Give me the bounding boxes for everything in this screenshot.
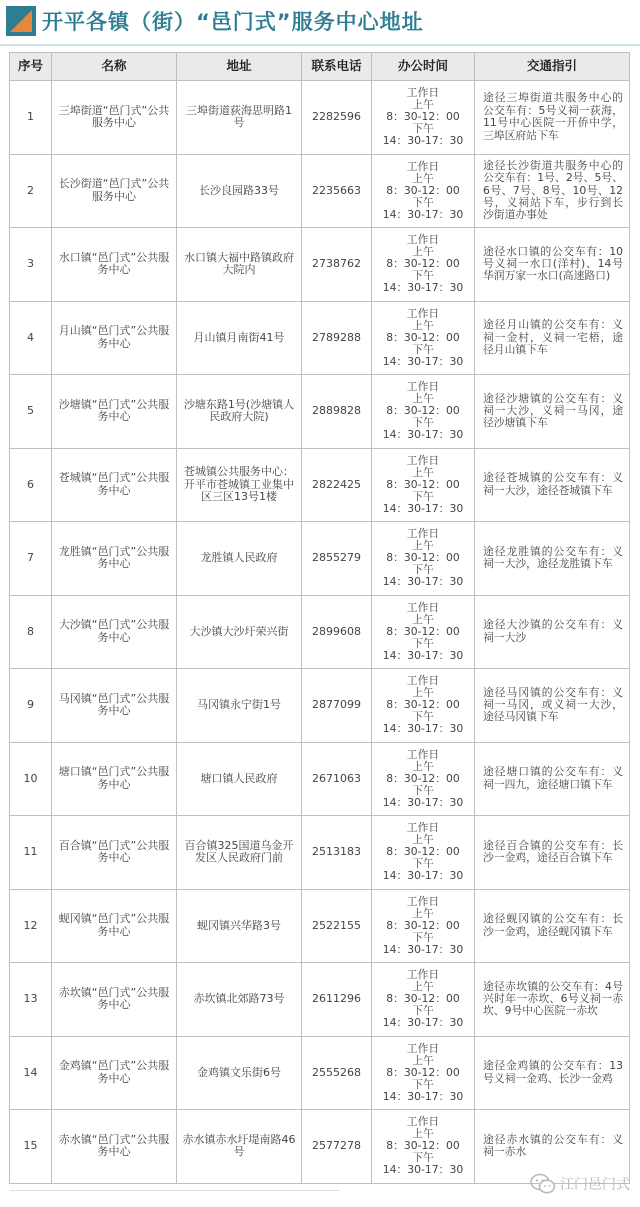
table-row [10,816,630,890]
cell-name: 月山镇“邑门式”公共服务中心 [52,301,177,375]
hours-line: 上午 [412,539,434,553]
cell-address: 沙塘东路1号(沙塘镇人民政府大院) [177,375,302,449]
table-row [10,448,630,522]
cell-address: 三埠街道荻海思明路1号 [177,81,302,155]
hours-line: 上午 [412,98,434,112]
hours-line: 下午 [412,1077,434,1091]
cell-index: 2 [10,154,52,228]
hours-line: 工作日 [406,894,440,908]
cell-address: 龙胜镇人民政府 [177,522,302,596]
hours-line: 14：30-17：30 [382,281,464,295]
hours-line: 上午 [412,465,434,479]
hours-line: 8：30-12：00 [386,1139,460,1153]
cell-name: 水口镇“邑门式”公共服务中心 [52,228,177,302]
cell-name: 大沙镇“邑门式”公共服务中心 [52,595,177,669]
cell-name: 蚬冈镇“邑门式”公共服务中心 [52,889,177,963]
cell-name: 金鸡镇“邑门式”公共服务中心 [52,1036,177,1110]
cell-phone: 2611296 [302,963,372,1037]
cell-hours [372,154,475,228]
table-row [10,81,630,155]
table-row [10,669,630,743]
hours-line: 上午 [412,318,434,332]
hours-line: 14：30-17：30 [382,428,464,442]
hours-line: 下午 [412,783,434,797]
hours-line: 8：30-12：00 [386,183,460,197]
hours-line: 8：30-12：00 [386,918,460,932]
table-body [10,81,630,1184]
cell-name: 龙胜镇“邑门式”公共服务中心 [52,522,177,596]
hours-line: 上午 [412,1053,434,1067]
hours-line: 14：30-17：30 [382,869,464,883]
table-row [10,1110,630,1184]
cell-traffic: 途径百合镇的公交车有：长沙一金鸡，途径百合镇下车 [475,816,630,890]
hours-line: 上午 [412,245,434,259]
hours-line: 8：30-12：00 [386,1065,460,1079]
hours-line: 14：30-17：30 [382,207,464,221]
hours-line: 上午 [412,392,434,406]
cell-phone: 2555268 [302,1036,372,1110]
hours-line: 上午 [412,759,434,773]
hours-line: 8：30-12：00 [386,551,460,565]
cell-address: 月山镇月南街41号 [177,301,302,375]
cell-traffic: 途径长沙街道共服务中心的公交车有：1号、2号、5号、6号、7号、8号、10号、12号，义祠站下车，步行到长沙街道办事处 [475,154,630,228]
cell-phone: 2513183 [302,816,372,890]
cell-index: 10 [10,742,52,816]
hours-line: 14：30-17：30 [382,942,464,956]
hours-line: 14：30-17：30 [382,1163,464,1177]
hours-line: 工作日 [406,747,440,761]
hours-line: 工作日 [406,527,440,541]
cell-traffic: 途径月山镇的公交车有：义祠一金村，义祠一宅梧，途径月山镇下车 [475,301,630,375]
cell-hours [372,889,475,963]
cell-address: 马冈镇永宁街1号 [177,669,302,743]
table-row [10,154,630,228]
cell-name: 塘口镇“邑门式”公共服务中心 [52,742,177,816]
hours-line: 14：30-17：30 [382,501,464,515]
hours-line: 14：30-17：30 [382,795,464,809]
cell-name: 苍城镇“邑门式”公共服务中心 [52,448,177,522]
cell-phone: 2899608 [302,595,372,669]
hours-line: 14：30-17：30 [382,648,464,662]
hours-line: 工作日 [406,600,440,614]
cell-hours [372,595,475,669]
hours-line: 工作日 [406,968,440,982]
cell-phone: 2855279 [302,522,372,596]
column-header-phone: 联系电话 [302,53,372,81]
cell-name: 马冈镇“邑门式”公共服务中心 [52,669,177,743]
hours-line: 下午 [412,489,434,503]
hours-line: 下午 [412,1004,434,1018]
hours-line: 8：30-12：00 [386,257,460,271]
cell-index: 1 [10,81,52,155]
cell-hours [372,522,475,596]
hours-line: 工作日 [406,453,440,467]
hours-line: 8：30-12：00 [386,992,460,1006]
table-row [10,375,630,449]
hours-line: 下午 [412,636,434,650]
cell-phone: 2822425 [302,448,372,522]
cell-index: 6 [10,448,52,522]
hours-line: 8：30-12：00 [386,698,460,712]
cell-traffic: 途径马冈镇的公交车有：义祠一马冈，或义祠一大沙，途径马冈镇下车 [475,669,630,743]
cell-index: 15 [10,1110,52,1184]
table-row [10,228,630,302]
cell-address: 赤水镇赤水圩堤南路46号 [177,1110,302,1184]
hours-line: 8：30-12：00 [386,477,460,491]
cell-index: 9 [10,669,52,743]
watermark-text: 江门邑门式 [560,1177,630,1193]
cell-traffic: 途径苍城镇的公交车有：义祠一大沙，途径苍城镇下车 [475,448,630,522]
cell-phone: 2789288 [302,301,372,375]
cell-phone: 2577278 [302,1110,372,1184]
hours-line: 上午 [412,906,434,920]
table-row [10,963,630,1037]
table-row [10,595,630,669]
cell-hours [372,742,475,816]
cell-hours [372,448,475,522]
hours-line: 下午 [412,416,434,430]
hours-line: 下午 [412,342,434,356]
hours-line: 下午 [412,195,434,209]
hours-line: 工作日 [406,821,440,835]
cell-phone: 2671063 [302,742,372,816]
hours-line: 8：30-12：00 [386,110,460,124]
cell-traffic: 途径三埠街道共服务中心的公交车有：5号义祠一荻海，11号中心医院一开侨中学，三埠区府站下车 [475,81,630,155]
cell-address: 苍城镇公共服务中心：开平市苍城镇工业集中区三区13号1楼 [177,448,302,522]
hours-line: 工作日 [406,380,440,394]
cell-phone: 2282596 [302,81,372,155]
hours-line: 下午 [412,269,434,283]
cell-phone: 2738762 [302,228,372,302]
cell-phone: 2235663 [302,154,372,228]
column-header-name: 名称 [52,53,177,81]
hours-line: 工作日 [406,1041,440,1055]
hours-line: 下午 [412,1151,434,1165]
hours-line: 下午 [412,563,434,577]
cell-hours [372,963,475,1037]
cell-hours [372,375,475,449]
hours-line: 工作日 [406,1115,440,1129]
cell-traffic: 途径大沙镇的公交车有：义祠一大沙 [475,595,630,669]
column-header-hours: 办公时间 [372,53,475,81]
cell-index: 8 [10,595,52,669]
cell-index: 7 [10,522,52,596]
cell-hours [372,816,475,890]
cell-hours [372,669,475,743]
hours-line: 上午 [412,833,434,847]
hours-line: 工作日 [406,233,440,247]
table-row [10,1036,630,1110]
cell-hours [372,1110,475,1184]
cell-address: 蚬冈镇兴华路3号 [177,889,302,963]
column-header-address: 地址 [177,53,302,81]
hours-line: 14：30-17：30 [382,1089,464,1103]
page-header [0,0,640,46]
wechat-icon [530,1173,556,1195]
hours-line: 14：30-17：30 [382,575,464,589]
cell-traffic: 途径赤水镇的公交车有：义祠一赤水 [475,1110,630,1184]
hours-line: 8：30-12：00 [386,771,460,785]
hours-line: 下午 [412,930,434,944]
cell-address: 大沙镇大沙圩荣兴街 [177,595,302,669]
table-row [10,889,630,963]
hours-line: 8：30-12：00 [386,330,460,344]
cell-traffic: 途径沙塘镇的公交车有：义祠一大沙，义祠一马冈，途径沙塘镇下车 [475,375,630,449]
cell-index: 11 [10,816,52,890]
table-header-row [10,53,630,81]
footer-divider [10,1190,340,1191]
header-divider [0,44,640,46]
hours-line: 下午 [412,710,434,724]
cell-address: 塘口镇人民政府 [177,742,302,816]
hours-line: 上午 [412,612,434,626]
cell-hours [372,228,475,302]
service-center-table [9,52,630,1184]
cell-address: 百合镇325国道乌金开发区人民政府门前 [177,816,302,890]
hours-line: 14：30-17：30 [382,354,464,368]
cell-index: 3 [10,228,52,302]
table-row [10,742,630,816]
hours-line: 下午 [412,857,434,871]
cell-index: 13 [10,963,52,1037]
hours-line: 8：30-12：00 [386,624,460,638]
hours-line: 工作日 [406,306,440,320]
table-row [10,301,630,375]
cell-hours [372,1036,475,1110]
hours-line: 14：30-17：30 [382,722,464,736]
table-row [10,522,630,596]
cell-phone: 2522155 [302,889,372,963]
cell-address: 赤坎镇北郊路73号 [177,963,302,1037]
cell-phone: 2889828 [302,375,372,449]
cell-address: 金鸡镇文乐街6号 [177,1036,302,1110]
cell-phone: 2877099 [302,669,372,743]
cell-traffic: 途径塘口镇的公交车有：义祠一四九，途径塘口镇下车 [475,742,630,816]
cell-name: 赤水镇“邑门式”公共服务中心 [52,1110,177,1184]
cell-traffic: 途径金鸡镇的公交车有：13号义祠一金鸡、长沙一金鸡 [475,1036,630,1110]
cell-name: 百合镇“邑门式”公共服务中心 [52,816,177,890]
cell-name: 赤坎镇“邑门式”公共服务中心 [52,963,177,1037]
cell-name: 长沙街道“邑门式”公共服务中心 [52,154,177,228]
cell-index: 4 [10,301,52,375]
cell-hours [372,81,475,155]
hours-line: 上午 [412,171,434,185]
hours-line: 工作日 [406,159,440,173]
hours-line: 8：30-12：00 [386,845,460,859]
cell-traffic: 途径水口镇的公交车有：10号义祠一水口(洋村)、14号华润万家一水口(高速路口) [475,228,630,302]
hours-line: 上午 [412,1127,434,1141]
hours-line: 14：30-17：30 [382,1016,464,1030]
cell-traffic: 途径蚬冈镇的公交车有：长沙一金鸡，途径蚬冈镇下车 [475,889,630,963]
hours-line: 上午 [412,980,434,994]
title-bar-icon [6,6,36,36]
cell-name: 三埠街道“邑门式”公共服务中心 [52,81,177,155]
watermark [530,1173,630,1195]
hours-line: 8：30-12：00 [386,404,460,418]
cell-traffic: 途径龙胜镇的公交车有：义祠一大沙，途径龙胜镇下车 [475,522,630,596]
column-header-index: 序号 [10,53,52,81]
hours-line: 14：30-17：30 [382,134,464,148]
cell-address: 长沙良园路33号 [177,154,302,228]
cell-hours [372,301,475,375]
hours-line: 上午 [412,686,434,700]
hours-line: 下午 [412,122,434,136]
hours-line: 工作日 [406,674,440,688]
cell-index: 12 [10,889,52,963]
cell-index: 5 [10,375,52,449]
cell-name: 沙塘镇“邑门式”公共服务中心 [52,375,177,449]
cell-traffic: 途径赤坎镇的公交车有：4号兴时年一赤坎、6号义祠一赤坎、9号中心医院一赤坎 [475,963,630,1037]
page-title: 开平各镇（街）“邑门式”服务中心地址 [42,10,424,34]
hours-line: 工作日 [406,86,440,100]
column-header-traffic: 交通指引 [475,53,630,81]
cell-index: 14 [10,1036,52,1110]
cell-address: 水口镇大福中路镇政府大院内 [177,228,302,302]
